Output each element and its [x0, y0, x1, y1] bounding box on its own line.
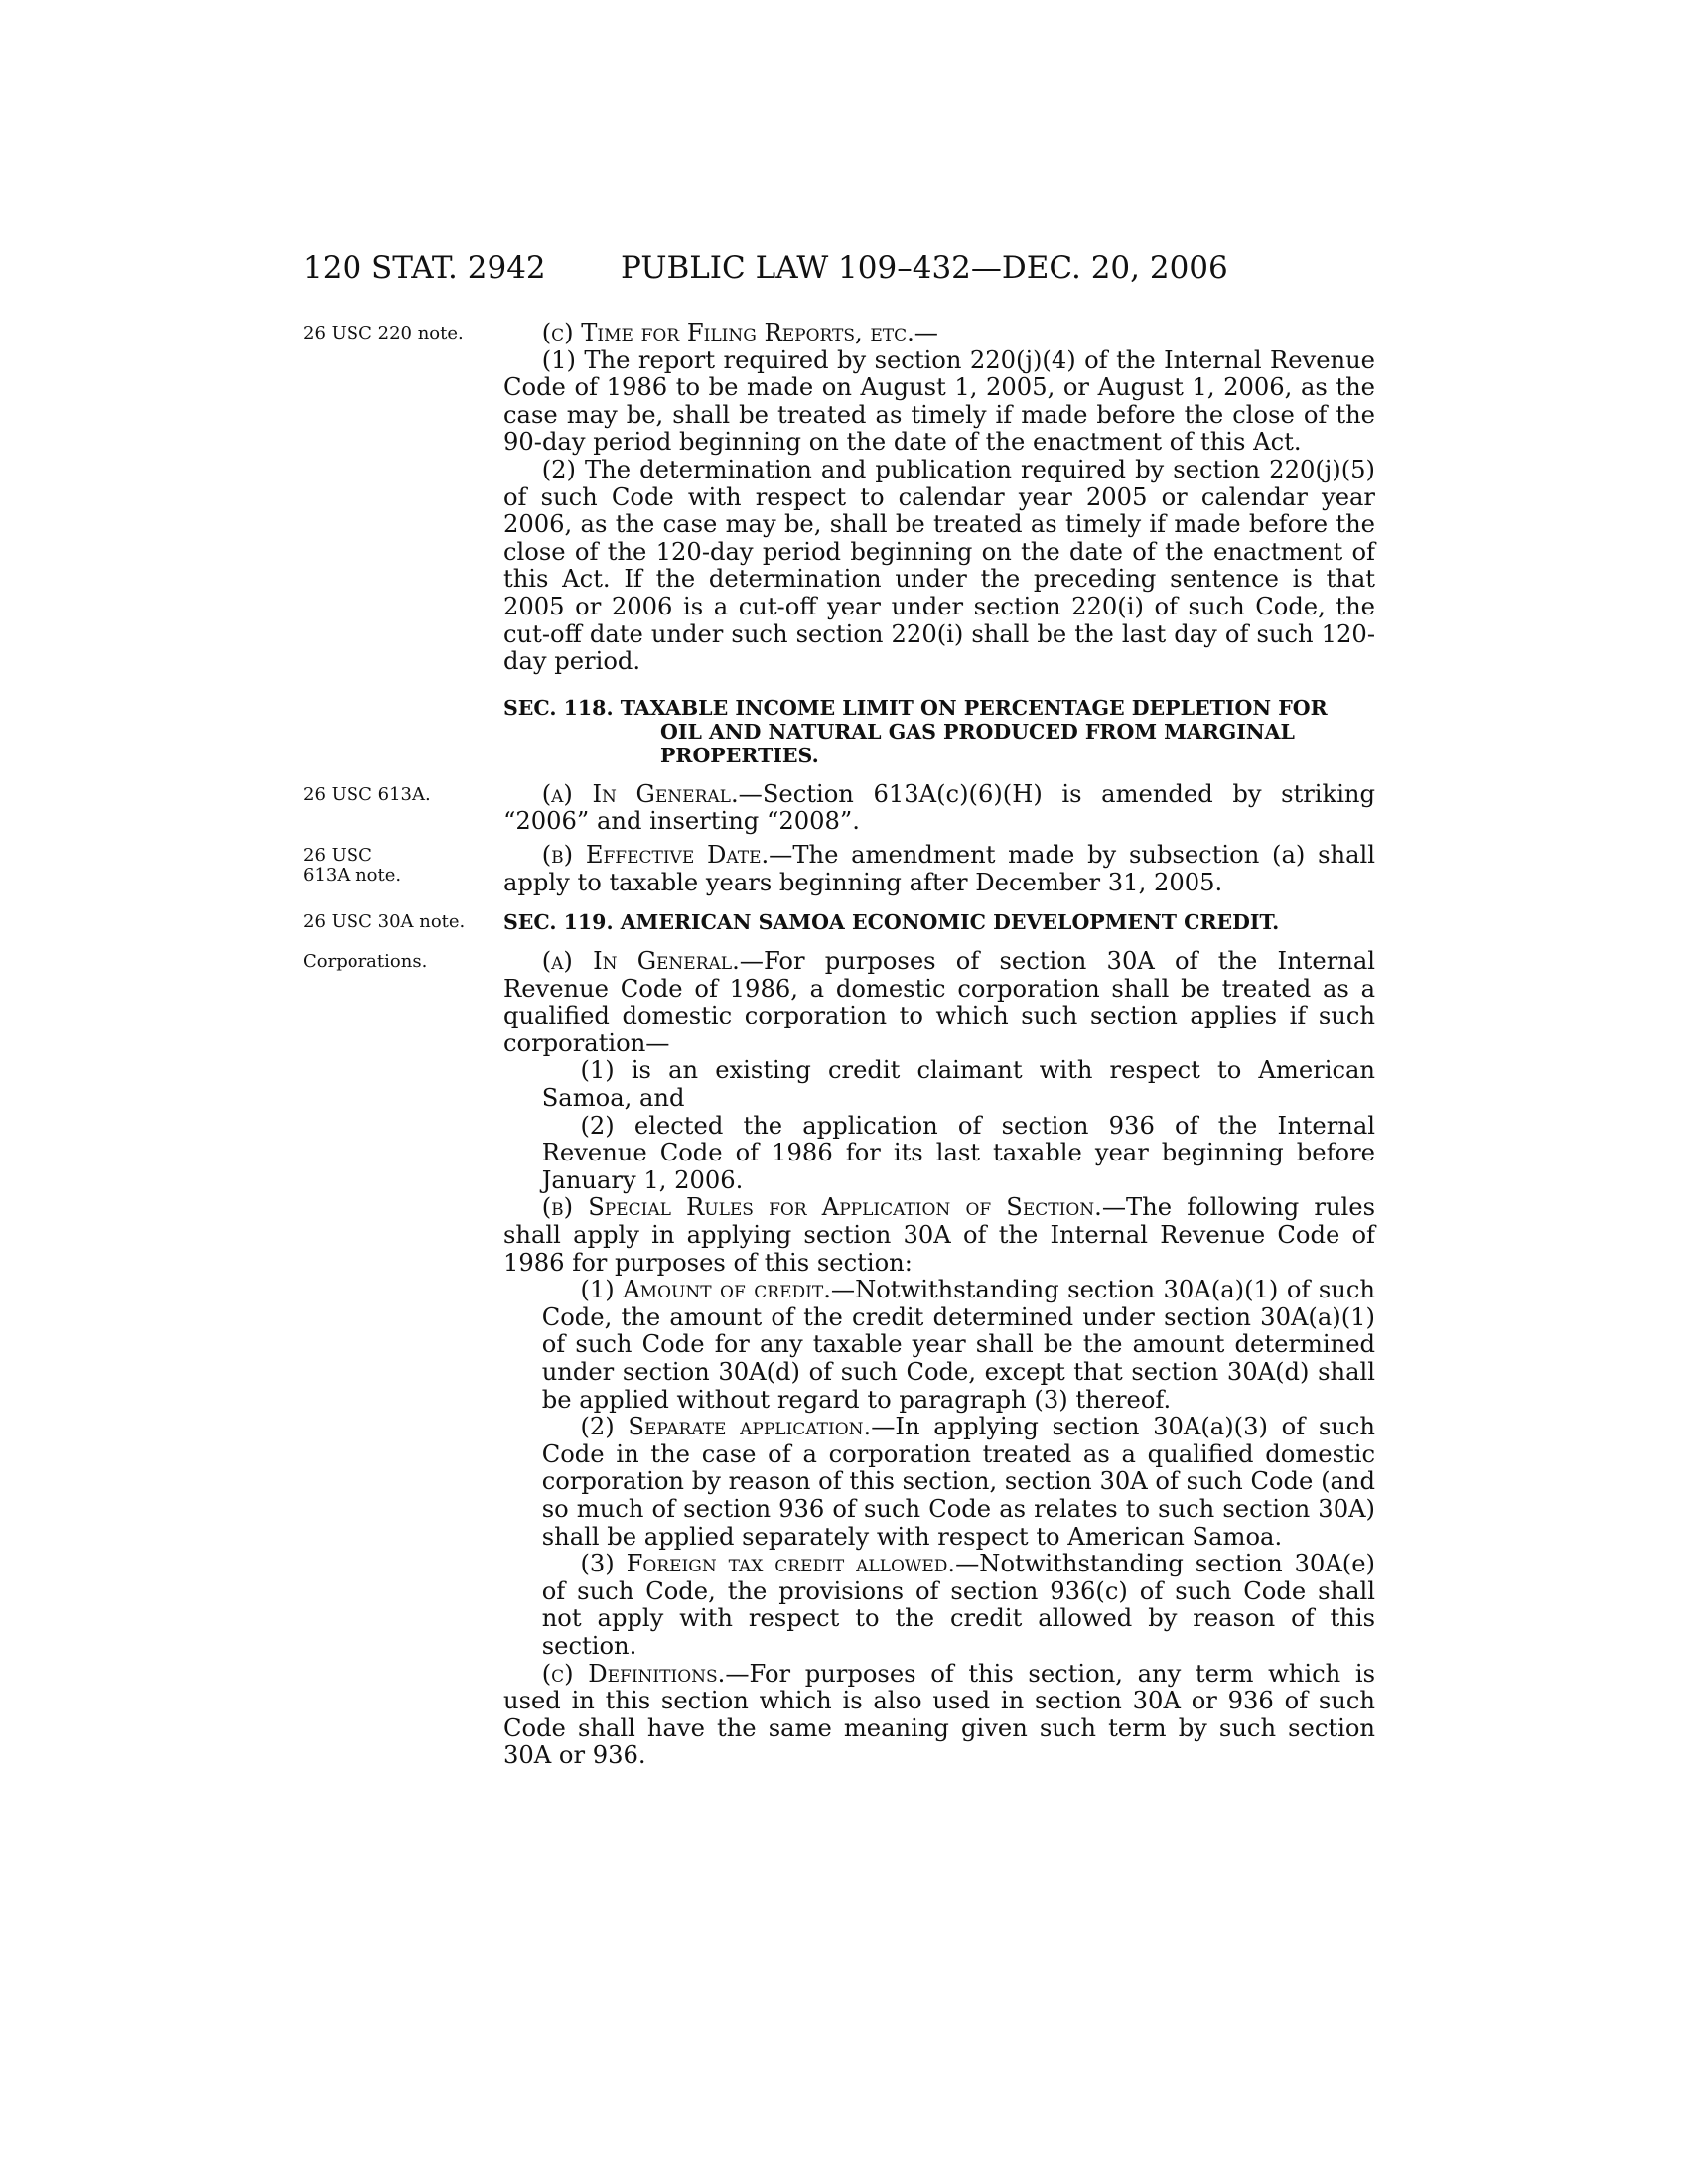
- section-119-b-2-text: —In applying section 30A(a)(3) of such Code in the case of a corporation treated as a qualified domestic corporation by reason of this section, section 30A of such Code (and so much of section 936 of such Code as relates to such section 30A) shall be applied separately with respect to American Samoa.: [541, 1413, 1375, 1551]
- subsection-c-para-2: (2) The determination and publication required by section 220(j)(5) of such Code with respect to calendar year 2005 or calendar year 2006, as the case may be, shall be treated as timely if made before the close of the 120-day period beginning on the date of the enactment of this Act. If the determination under the preceding sentence is that 2005 or 2006 is a cut-off year under section 220(i) of such Code, the cut-off date under such section 220(i) shall be the last day of such 120-day period.: [503, 455, 1375, 676]
- subsection-c: [303, 320, 1375, 676]
- section-118-b: [503, 842, 1375, 896]
- section-118-b-text: —The amendment made by subsection (a) shall apply to taxable years beginning after December 31, 2005.: [503, 840, 1375, 896]
- section-119-a-label: (a) In General.: [541, 947, 740, 976]
- section-119-b-2-label: (2) Separate application.: [580, 1413, 872, 1441]
- section-118-a-label: (a) In General.: [541, 779, 739, 808]
- margin-note-corporations: Corporations.: [303, 951, 428, 973]
- section-119-a: [503, 948, 1375, 1057]
- section-119-a-text: —For purposes of section 30A of the Internal Revenue Code of 1986, a domestic corporation shall be treated as a qualified domestic corporation to which such section applies if such corporation—: [503, 947, 1375, 1057]
- section-118-heading: SEC. 118. TAXABLE INCOME LIMIT ON PERCENTAGE DEPLETION FOR OIL AND NATURAL GAS PRODUCED FROM MARGINAL PROPERTIES.: [503, 695, 1328, 767]
- section-119-b-3-label: (3) Foreign tax credit allowed.: [580, 1550, 956, 1578]
- page-body: [303, 320, 1375, 1770]
- section-119-a-1: (1) is an existing credit claimant with respect to American Samoa, and: [541, 1056, 1375, 1113]
- section-118-b-label: (b) Effective Date.: [541, 840, 770, 869]
- margin-note-220: 26 USC 220 note.: [303, 323, 464, 343]
- section-119-heading: SEC. 119. AMERICAN SAMOA ECONOMIC DEVELOPMENT CREDIT.: [503, 910, 1280, 935]
- section-119-b-1-text: —Notwithstanding section 30A(a)(1) of such Code, the amount of the credit determined under section 30A(a)(1) of such Code for any taxable year shall be the amount determined under section 30A(d) of such Code, except that section 30A(d) shall be applied without regard to paragraph (3) thereof.: [541, 1276, 1375, 1414]
- section-119-a-2: (2) elected the application of section 936 of the Internal Revenue Code of 1986 for its last taxable year beginning before January 1, 2006.: [541, 1111, 1375, 1194]
- subsection-c-heading: (c) Time for Filing Reports, etc.—: [541, 319, 938, 346]
- subsection-c-para-1: (1) The report required by section 220(j)(4) of the Internal Revenue Code of 1986 to be made on August 1, 2005, or August 1, 2006, as the case may be, shall be treated as timely if made before the close of the 90-day period beginning on the date of the enactment of this Act.: [503, 345, 1375, 457]
- section-119-b-1: [503, 1277, 1375, 1414]
- section-119-b-3: [503, 1551, 1375, 1660]
- margin-note-30a: 26 USC 30A note.: [303, 911, 466, 933]
- section-119-b: [503, 1194, 1375, 1277]
- running-title: PUBLIC LAW 109–432—DEC. 20, 2006: [621, 250, 1228, 286]
- section-118: [303, 696, 1375, 896]
- section-119-b-text: —The following rules shall apply in applying section 30A of the Internal Revenue Code of 1986 for purposes of this section:: [503, 1193, 1375, 1277]
- section-119-b-2: [503, 1414, 1375, 1551]
- margin-note-613a: 26 USC 613A.: [303, 783, 431, 805]
- section-119-c-label: (c) Definitions.: [541, 1659, 726, 1688]
- section-119-c: [503, 1661, 1375, 1770]
- section-119-c-text: —For purposes of this section, any term which is used in this section which is also used in section 30A or 936 of such Code shall have the same meaning given such term by such section 30A or 936.: [503, 1659, 1375, 1770]
- section-118-a: [503, 781, 1375, 836]
- margin-note-613a-note: 26 USC 613A note.: [303, 844, 402, 886]
- page-reference: 120 STAT. 2942: [303, 250, 546, 286]
- section-119: [303, 910, 1375, 1770]
- section-119-b-1-label: (1) Amount of credit.: [580, 1276, 831, 1304]
- section-119-b-label: (b) Special Rules for Application of Section.: [541, 1193, 1102, 1222]
- section-119-b-3-text: —Notwithstanding section 30A(e) of such Code, the provisions of section 936(c) of such Code shall not apply with respect to the credit allowed by reason of this section.: [541, 1550, 1375, 1660]
- section-118-a-text: —Section 613A(c)(6)(H) is amended by striking “2006” and inserting “2008”.: [503, 779, 1375, 836]
